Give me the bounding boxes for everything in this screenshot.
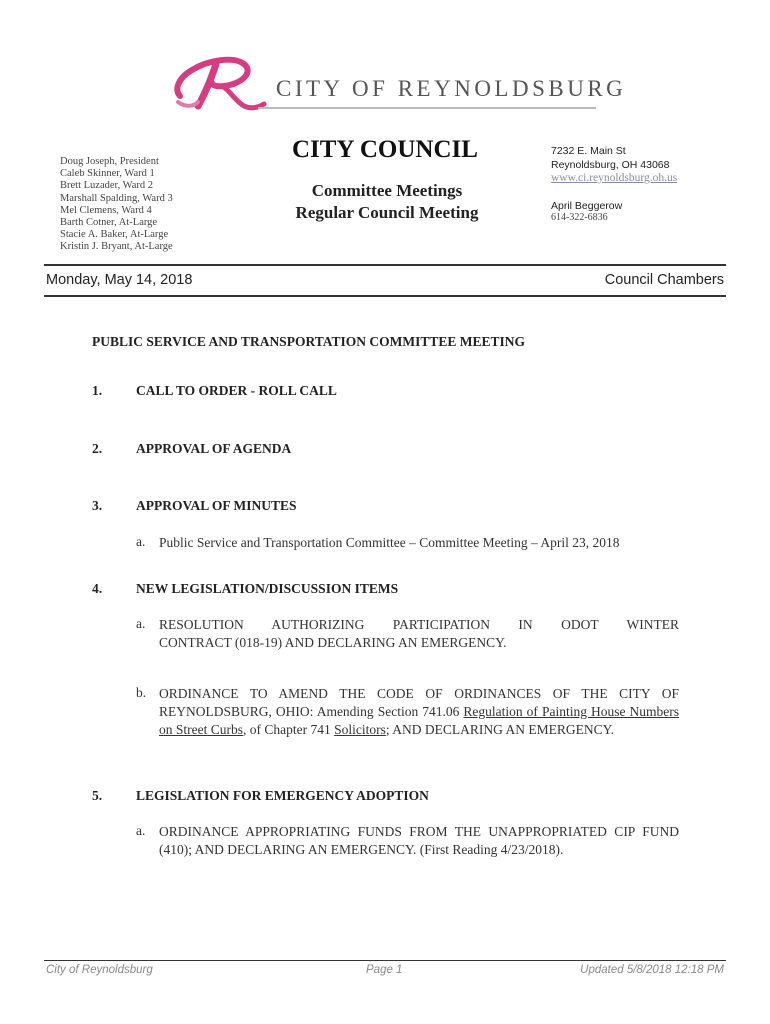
meeting-location: Council Chambers: [604, 272, 724, 288]
logo-divider: [258, 107, 596, 109]
member-entry: Barth Cotner, At-Large: [60, 217, 158, 229]
item-number: 2.: [92, 441, 103, 456]
page-number: Page 1: [366, 964, 403, 976]
committee-heading: PUBLIC SERVICE AND TRANSPORTATION COMMITTEE MEETING: [92, 334, 525, 349]
sub-item-text: RESOLUTION AUTHORIZING PARTICIPATION IN ODOT WINTER: [159, 617, 679, 632]
member-entry: Brett Luzader, Ward 2: [60, 180, 154, 192]
section-title-link: Regulation of Painting House Numbers on Street Curbs: [159, 704, 679, 737]
contact-name: April Beggerow: [551, 200, 623, 212]
address-line: 7232 E. Main St: [551, 145, 626, 157]
chapter-title-link: Solicitors: [334, 722, 386, 737]
item-number: 5.: [92, 788, 103, 803]
meeting-type: Regular Council Meeting: [295, 203, 479, 222]
item-title: LEGISLATION FOR EMERGENCY ADOPTION: [136, 788, 429, 803]
sub-item-letter: b.: [136, 685, 147, 700]
item-title: APPROVAL OF AGENDA: [136, 441, 292, 456]
item-number: 3.: [92, 498, 103, 513]
contact-phone: 614-322-6836: [551, 212, 608, 223]
footer-rule: [44, 960, 726, 961]
website-link[interactable]: www.ci.reynoldsburg.oh.us: [551, 172, 678, 184]
item-title: CALL TO ORDER - ROLL CALL: [136, 383, 337, 398]
member-entry: Marshall Spalding, Ward 3: [60, 192, 173, 204]
meeting-type: Committee Meetings: [311, 181, 463, 200]
council-members-list: [60, 156, 173, 254]
item-number: 1.: [92, 383, 103, 398]
address-line: Reynoldsburg, OH 43068: [551, 159, 670, 171]
address-block: [551, 144, 670, 172]
item-title: APPROVAL OF MINUTES: [136, 498, 297, 513]
sub-item-text: CONTRACT (018-19) AND DECLARING AN EMERGENCY.: [159, 635, 507, 650]
meeting-date: Monday, May 14, 2018: [46, 272, 193, 288]
sub-item-letter: a.: [136, 823, 146, 838]
updated-timestamp: Updated 5/8/2018 12:18 PM: [580, 964, 724, 976]
sub-item-text: ORDINANCE APPROPRIATING FUNDS FROM THE UNAPPROPRIATED CIP FUND (410); AND DECLARING AN EMERGENCY. (First Reading 4/23/2018).: [159, 824, 679, 857]
member-entry: Doug Joseph, President: [60, 156, 159, 167]
city-logo-icon: [172, 50, 272, 112]
top-rule: [44, 264, 726, 266]
text-run: ; AND DECLARING AN EMERGENCY.: [385, 722, 615, 737]
bottom-rule: [44, 295, 726, 297]
item-title: NEW LEGISLATION/DISCUSSION ITEMS: [136, 581, 399, 596]
council-title: CITY COUNCIL: [292, 136, 478, 163]
sub-item-text: [159, 685, 679, 739]
text-run: ORDINANCE TO AMEND THE CODE OF ORDINANCES OF THE CITY OF REYNOLDSBURG, OHIO: Amending Section 741.06: [159, 686, 679, 719]
footer-org: City of Reynoldsburg: [46, 964, 153, 976]
member-entry: Kristin J. Bryant, At-Large: [60, 241, 173, 253]
sub-item-letter: a.: [136, 534, 146, 549]
sub-item-text: Public Service and Transportation Committee – Committee Meeting – April 23, 2018: [159, 535, 620, 550]
meeting-types: [284, 180, 490, 224]
sub-item-letter: a.: [136, 616, 146, 631]
text-run: , of Chapter 741: [243, 722, 335, 737]
member-entry: Stacie A. Baker, At-Large: [60, 229, 169, 241]
item-number: 4.: [92, 581, 103, 596]
member-entry: Mel Clemens, Ward 4: [60, 204, 152, 216]
member-entry: Caleb Skinner, Ward 1: [60, 168, 155, 180]
org-name: CITY OF REYNOLDSBURG: [276, 76, 627, 101]
